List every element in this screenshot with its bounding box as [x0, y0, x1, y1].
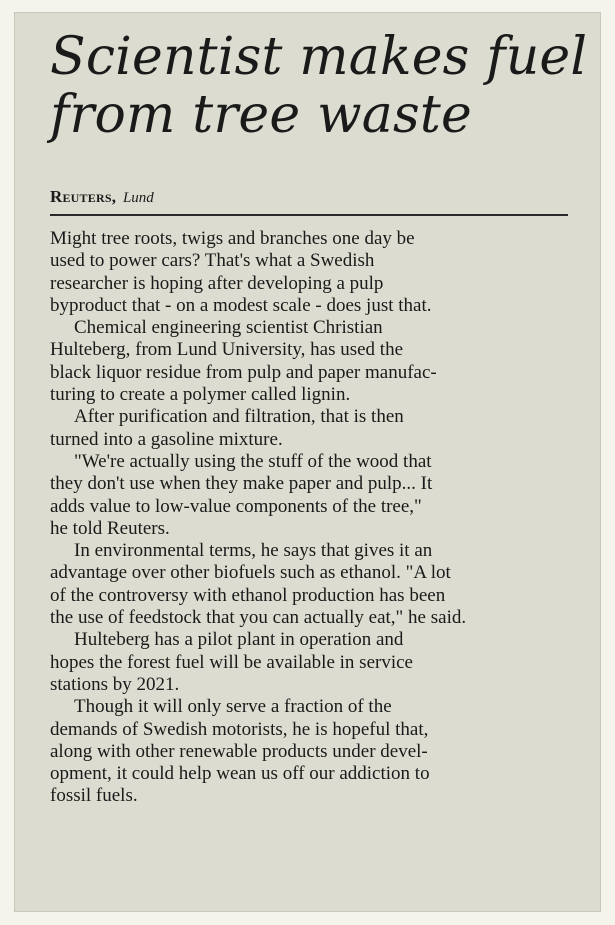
article-line: he told Reuters.: [50, 517, 170, 539]
article-line: turing to create a polymer called lignin.: [50, 384, 351, 406]
byline-agency: Reuters,: [50, 187, 117, 206]
article-line: used to power cars? That's what a Swedish: [50, 250, 375, 272]
article-body: [50, 228, 570, 808]
headline: [50, 28, 590, 144]
article-line: Chemical engineering scientist Christian: [74, 317, 383, 339]
article-line: along with other renewable products under devel-: [50, 740, 428, 762]
byline: [50, 187, 154, 207]
article-line: researcher is hoping after developing a pulp: [50, 272, 384, 294]
byline-divider: [50, 214, 568, 216]
article-line: of the controversy with ethanol production has been: [50, 584, 446, 606]
article-line: black liquor residue from pulp and paper manufac-: [50, 361, 437, 383]
article-line: stations by 2021.: [50, 673, 180, 695]
article-line: In environmental terms, he says that gives it an: [74, 540, 433, 562]
article-line: "We're actually using the stuff of the wood that: [74, 450, 432, 472]
article-line: Hulteberg has a pilot plant in operation and: [74, 629, 404, 651]
article-line: hopes the forest fuel will be available in service: [50, 651, 413, 673]
headline-line-2: from tree waste: [50, 85, 472, 145]
article-line: fossil fuels.: [50, 785, 138, 807]
article-line: demands of Swedish motorists, he is hopeful that,: [50, 718, 429, 740]
article-line: adds value to low-value components of the tree,": [50, 495, 422, 517]
article-line: they don't use when they make paper and pulp... It: [50, 473, 433, 495]
article-line: Though it will only serve a fraction of the: [74, 696, 392, 718]
article-line: turned into a gasoline mixture.: [50, 428, 283, 450]
article-line: opment, it could help wean us off our addiction to: [50, 763, 430, 785]
article-line: Hulteberg, from Lund University, has used the: [50, 339, 404, 361]
article-line: advantage over other biofuels such as ethanol. "A lot: [50, 562, 451, 584]
article-line: byproduct that - on a modest scale - does just that.: [50, 294, 432, 316]
byline-dateline: Lund: [122, 190, 154, 206]
article-line: the use of feedstock that you can actually eat," he said.: [50, 607, 467, 629]
article-line: After purification and filtration, that is then: [74, 406, 404, 428]
headline-line-1: Scientist makes fuel: [50, 27, 588, 87]
article-line: Might tree roots, twigs and branches one day be: [50, 228, 415, 249]
